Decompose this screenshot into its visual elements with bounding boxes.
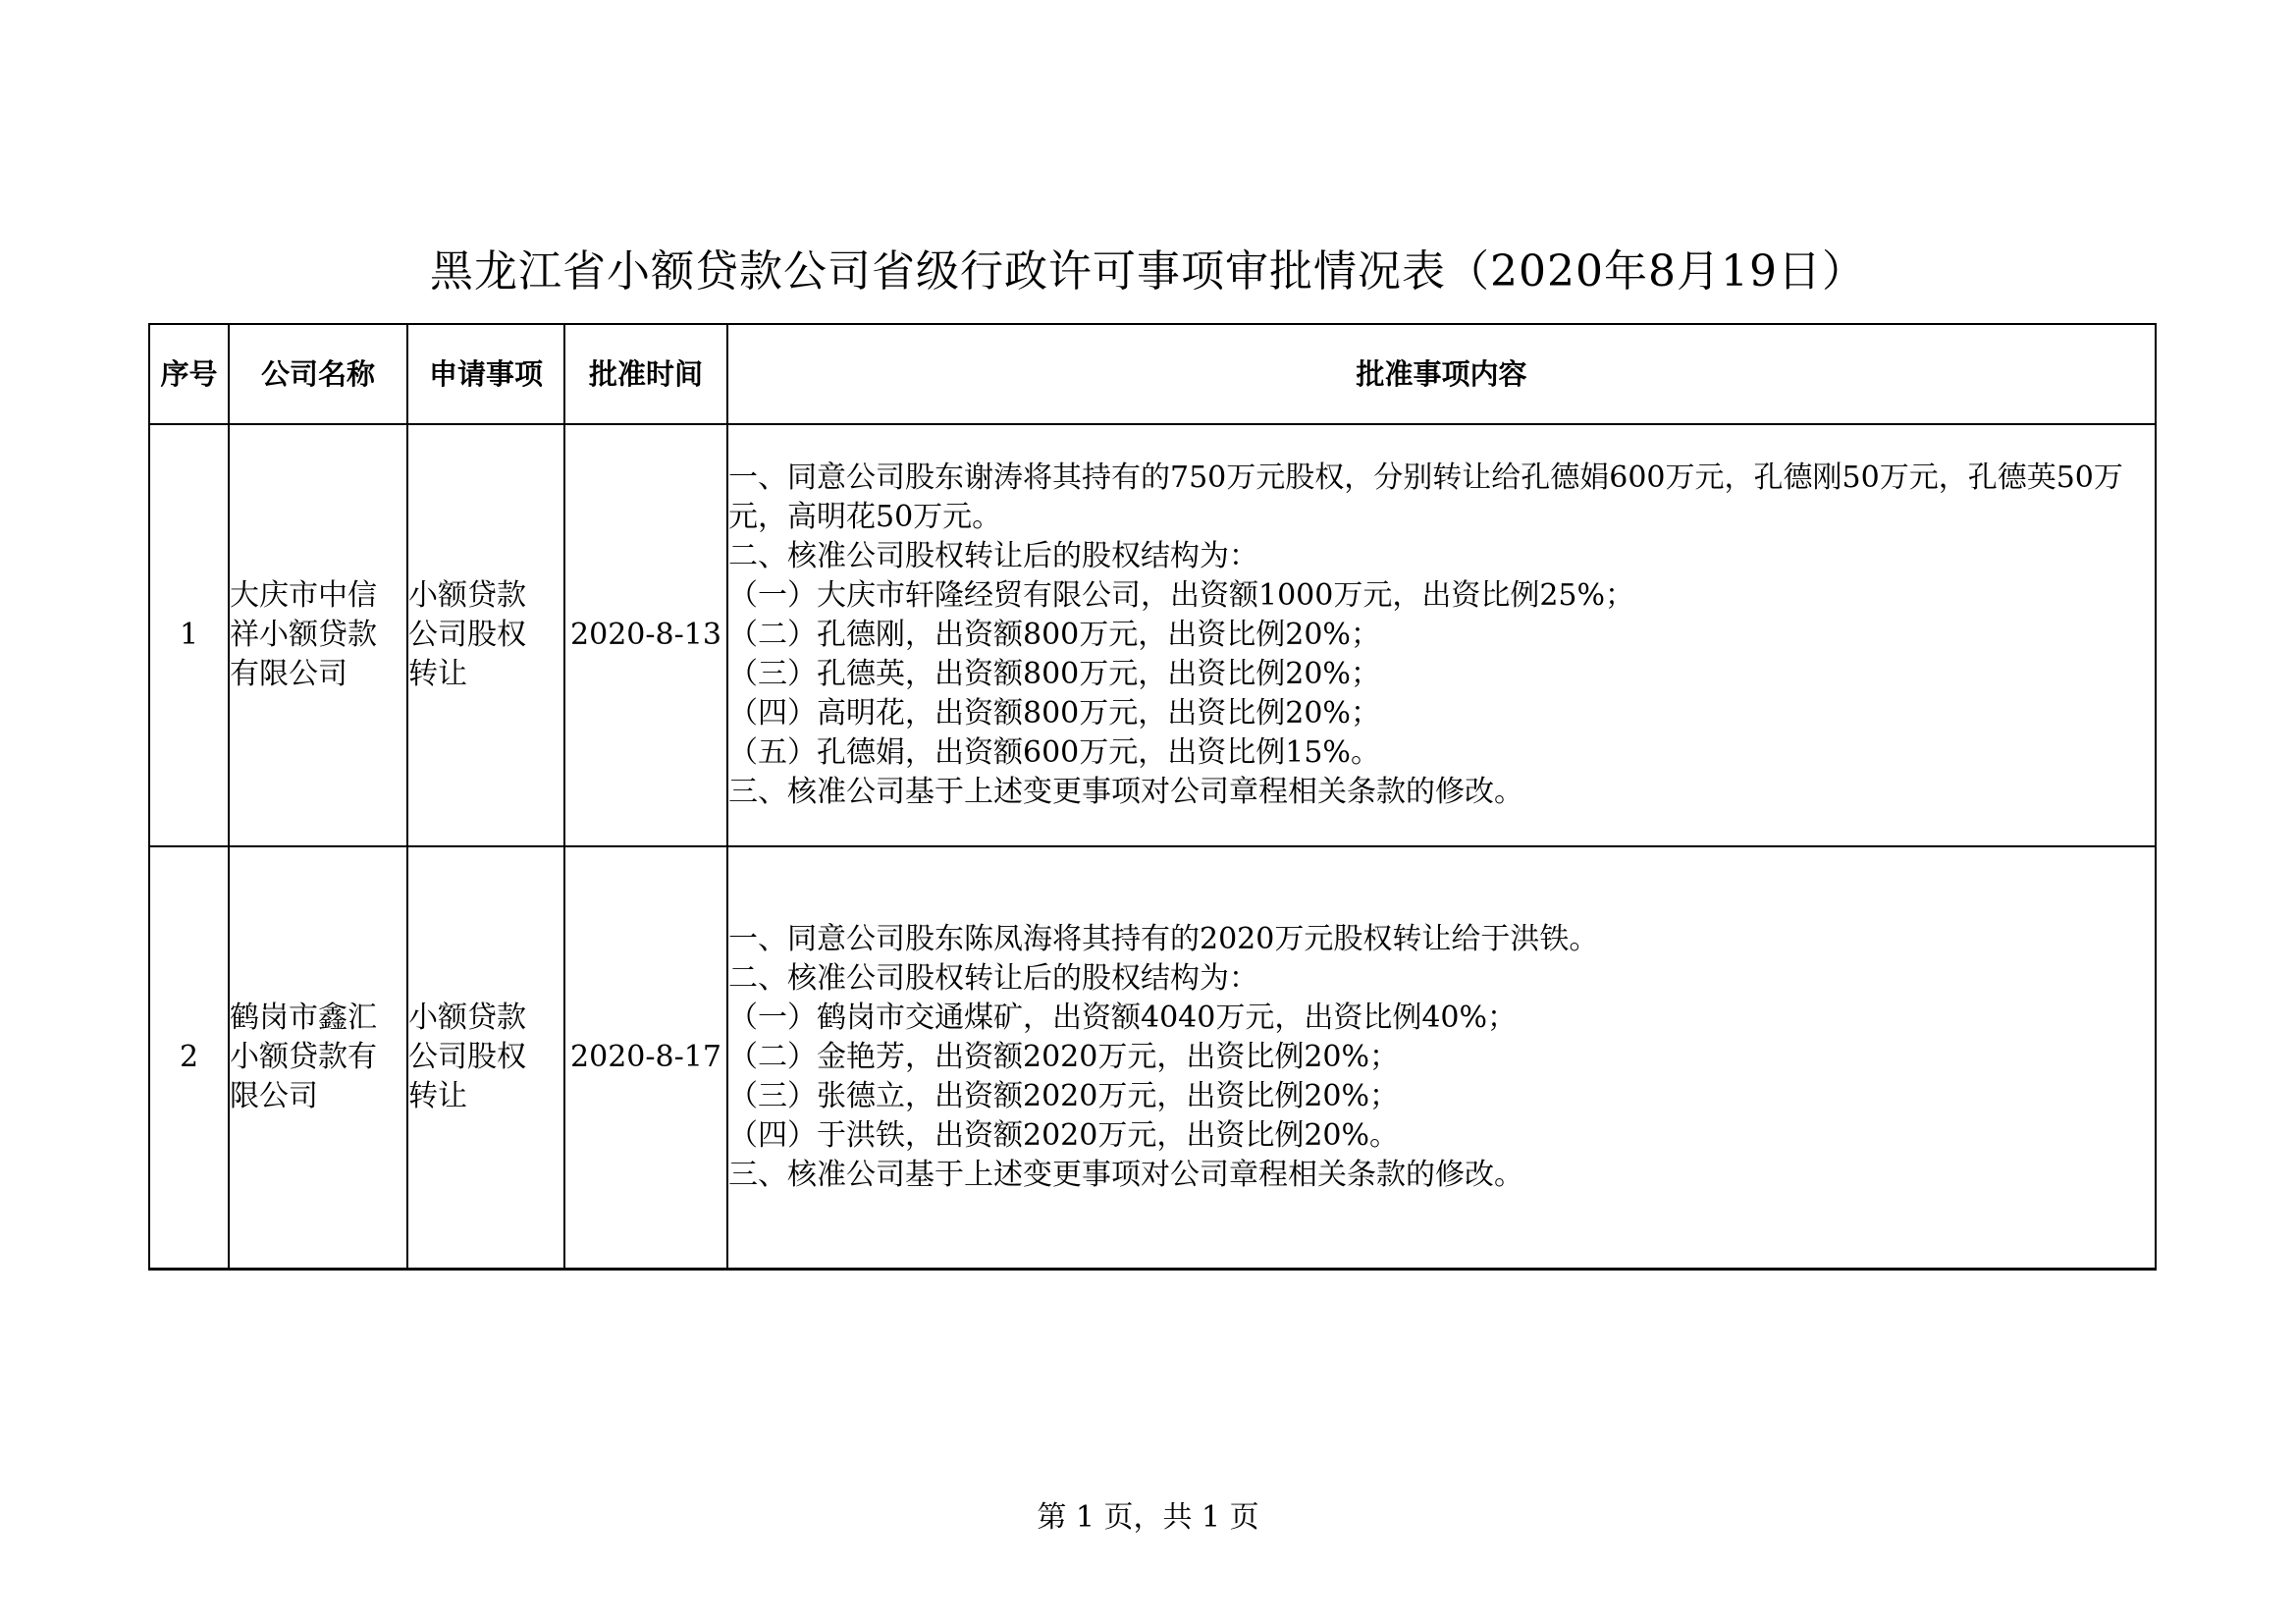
header-application-item: 申请事项 [407, 324, 564, 424]
application-item [407, 846, 564, 1269]
application-item-line: 公司股权 [408, 618, 526, 652]
content-line: （二）金艳芳，出资额2020万元，出资比例20%； [728, 1039, 1400, 1074]
approval-content [727, 424, 2156, 846]
content-line: 一、同意公司股东谢涛将其持有的750万元股权，分别转让给孔德娟600万元，孔德刚50万元，孔德英50万元，高明花50万元。 [728, 460, 2123, 534]
content-line: 一、同意公司股东陈凤海将其持有的2020万元股权转让给于洪铁。 [728, 921, 1599, 956]
content-line: （二）孔德刚，出资额800万元，出资比例20%； [728, 618, 1380, 652]
content-line: （四）高明花，出资额800万元，出资比例20%； [728, 696, 1380, 731]
table-header-row [149, 324, 2156, 424]
header-index: 序号 [149, 324, 229, 424]
application-item-line: 小额贷款 [408, 578, 526, 613]
header-approval-date: 批准时间 [564, 324, 727, 424]
header-company-name: 公司名称 [229, 324, 407, 424]
company-name [229, 424, 407, 846]
header-approval-content: 批准事项内容 [727, 324, 2156, 424]
company-name-line: 有限公司 [230, 657, 347, 691]
content-line: 二、核准公司股权转让后的股权结构为： [728, 539, 1258, 573]
row-index: 1 [149, 424, 229, 846]
application-item-line: 小额贷款 [408, 1000, 526, 1035]
company-name-line: 小额贷款有 [230, 1039, 377, 1074]
content-line: （五）孔德娟，出资额600万元，出资比例15%。 [728, 735, 1380, 770]
content-line: （三）张德立，出资额2020万元，出资比例20%； [728, 1078, 1400, 1113]
application-item-line: 转让 [408, 657, 467, 691]
row-index: 2 [149, 846, 229, 1269]
company-name-line: 祥小额贷款 [230, 618, 377, 652]
approval-date: 2020-8-13 [564, 424, 727, 846]
content-line: 二、核准公司股权转让后的股权结构为： [728, 960, 1258, 996]
approval-content [727, 846, 2156, 1269]
approval-date: 2020-8-17 [564, 846, 727, 1269]
content-line: 三、核准公司基于上述变更事项对公司章程相关条款的修改。 [728, 1157, 1523, 1192]
table-row [149, 846, 2156, 1269]
content-line: （三）孔德英，出资额800万元，出资比例20%； [728, 657, 1380, 691]
application-item [407, 424, 564, 846]
approval-table [148, 323, 2157, 1271]
content-line: 三、核准公司基于上述变更事项对公司章程相关条款的修改。 [728, 775, 1523, 809]
application-item-line: 转让 [408, 1078, 467, 1113]
company-name-line: 限公司 [230, 1078, 318, 1113]
content-line: （一）大庆市轩隆经贸有限公司，出资额1000万元，出资比例25%； [728, 578, 1635, 613]
page-number: 第 1 页，共 1 页 [1037, 1500, 1259, 1535]
table-row [149, 424, 2156, 846]
content-line: （一）鹤岗市交通煤矿，出资额4040万元，出资比例40%； [728, 1000, 1518, 1035]
application-item-line: 公司股权 [408, 1039, 526, 1074]
content-line: （四）于洪铁，出资额2020万元，出资比例20%。 [728, 1117, 1400, 1153]
document-title: 黑龙江省小额贷款公司省级行政许可事项审批情况表（2020年8月19日） [430, 246, 1866, 297]
company-name-line: 鹤岗市鑫汇 [230, 1000, 377, 1035]
company-name [229, 846, 407, 1269]
company-name-line: 大庆市中信 [230, 578, 377, 613]
